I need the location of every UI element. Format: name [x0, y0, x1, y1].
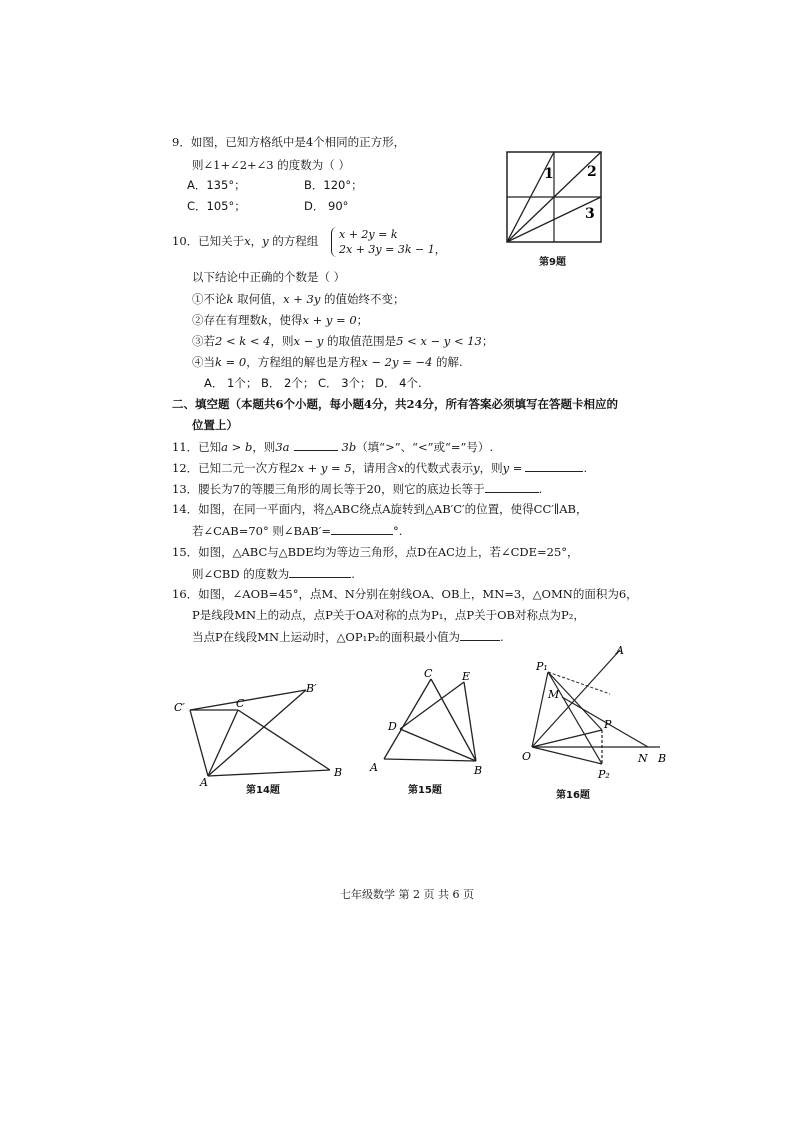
label-o: O	[522, 750, 532, 763]
q11-expr-2: 3a	[275, 440, 290, 454]
segment-cprime-bprime	[190, 690, 306, 710]
figure-q9-caption: 第9题	[539, 257, 566, 268]
label-p1: P₁	[536, 660, 548, 673]
q16-line1: 16．如图，∠AOB=45°，点M、N分别在射线OA、OB上，MN=3，△OMN的面积为6，	[172, 587, 638, 601]
figure-q16	[520, 642, 670, 787]
q12-d: ，则	[479, 461, 503, 475]
q10-c4-expr-1: k = 0	[215, 355, 247, 369]
q10-brace	[331, 227, 338, 257]
q9-option-b: B．120°；	[304, 178, 363, 192]
label-b: B	[474, 764, 483, 777]
q10-c3-c: 的取值范围是	[323, 334, 397, 348]
q10-c4-c: 的解.	[432, 355, 463, 369]
q10-c3-expr-2: x − y	[293, 334, 324, 348]
segment-a-cprime	[190, 710, 208, 776]
q10-c3-a: ③若	[192, 334, 215, 348]
q13-blank	[485, 481, 539, 493]
q10-c3-d: ；	[481, 334, 494, 348]
segment-o-p	[532, 730, 602, 747]
q10-equation-2	[339, 242, 446, 257]
q12-expr-2: x	[397, 461, 405, 475]
q10-c1-expr: x + 3y	[283, 292, 321, 306]
label-p2: P₂	[598, 768, 610, 781]
figure-q16-caption: 第16题	[556, 790, 590, 801]
q13-end: .	[538, 482, 543, 496]
q10-c2-k: k	[261, 313, 268, 327]
angle-label-2: 2	[587, 164, 597, 180]
segment-d-b	[400, 729, 476, 761]
q12-end: .	[583, 461, 588, 475]
angle-label-3: 3	[585, 206, 595, 222]
label-d: D	[388, 720, 397, 733]
segment-c-b	[238, 710, 330, 770]
segment-o-p1	[532, 672, 548, 747]
q10-conclusion-1	[192, 292, 405, 306]
q11-blank	[294, 439, 338, 451]
q15-line1: 15．如图，△ABC与△BDE均为等边三角形，点D在AC边上，若∠CDE=25°，	[172, 545, 579, 559]
section2-heading-cont: 位置上）	[192, 418, 238, 432]
page-footer: 七年级数学 第 2 页 共 6 页	[340, 888, 474, 901]
q10-c3-b: ，则	[270, 334, 294, 348]
q16-line3-b: .	[500, 630, 504, 644]
q10-c3-expr-3: 5 < x − y < 13	[396, 334, 482, 348]
q10-stem: 以下结论中正确的个数是（ ）	[192, 270, 346, 284]
q11-a: 11．已知	[172, 440, 222, 454]
q10-intro-text-2: 的方程组	[268, 234, 319, 248]
q10-c4-b: ，方程组的解也是方程	[246, 355, 362, 369]
figure-q15	[366, 664, 491, 779]
label-a: A	[200, 776, 208, 789]
figure-q14-caption: 第14题	[246, 785, 280, 796]
q16-line3	[192, 629, 504, 644]
q10-equation-1: x + 2y = k	[339, 228, 398, 241]
label-c: C	[236, 697, 245, 710]
segment-o-p2	[532, 747, 602, 764]
label-n: N	[638, 752, 648, 765]
q10-conclusion-4	[192, 355, 463, 369]
label-b: B	[334, 766, 343, 779]
q14-line2-b: °.	[392, 524, 403, 538]
q12	[172, 460, 587, 475]
q13	[172, 481, 542, 496]
label-a: A	[616, 644, 624, 657]
q10-comma: ，	[250, 234, 263, 248]
segment-a-b	[208, 770, 330, 776]
q12-a: 12．已知二元一次方程	[172, 461, 291, 475]
segment-p1-p2	[548, 672, 602, 764]
q10-var-y: y	[262, 234, 269, 248]
q10-intro	[172, 234, 318, 248]
label-b: B	[658, 752, 667, 765]
q16-line3-a: 当点P在线段MN上运动时，△OP₁P₂的面积最小值为	[192, 630, 461, 644]
q15-line2	[192, 566, 355, 581]
q9-line1: 9．如图，已知方格纸中是4个相同的正方形，	[172, 135, 406, 149]
q10-c1-c: 的值始终不变；	[320, 292, 405, 306]
angle-label-1: 1	[544, 166, 554, 182]
label-e: E	[462, 670, 471, 683]
q10-c3-expr-1: 2 < k < 4	[215, 334, 271, 348]
q10-conclusion-3	[192, 334, 493, 348]
q12-blank	[525, 460, 583, 472]
q10-conclusion-2	[192, 313, 368, 327]
q10-c2-a: ②存在有理数	[192, 313, 261, 327]
q10-var-x: x	[244, 234, 251, 248]
q10-c2-b: ，使得	[267, 313, 303, 327]
figure-q9	[505, 150, 605, 245]
q10-intro-text: 10．已知关于	[172, 234, 245, 248]
label-m: M	[548, 688, 560, 701]
segment-a-bprime	[208, 690, 306, 776]
segment-a-c	[208, 710, 238, 776]
q10-c1-a: ①不论	[192, 292, 227, 306]
q12-b: ，请用含	[351, 461, 398, 475]
q10-c2-expr: x + y = 0	[302, 313, 357, 327]
q10-equation-end: ，	[434, 243, 446, 256]
q15-line2-b: .	[351, 567, 355, 581]
label-b-prime: B′	[306, 682, 317, 695]
q12-c: 的代数式表示	[404, 461, 474, 475]
q11	[172, 439, 493, 454]
q12-expr-4: y =	[502, 461, 523, 475]
q11-expr-1: a > b	[221, 440, 253, 454]
q10-c4-expr-2: x − 2y = −4	[361, 355, 433, 369]
label-a: A	[370, 761, 378, 774]
q11-expr-3: 3b	[341, 440, 357, 454]
q10-c2-c: ；	[356, 313, 369, 327]
q13-a: 13．腰长为7的等腰三角形的周长等于20，则它的底边长等于	[172, 482, 485, 496]
q14-line2-a: 若∠CAB=70° 则∠BAB′=	[192, 524, 331, 538]
label-c: C	[424, 667, 433, 680]
q15-blank	[289, 566, 351, 578]
figure-q15-caption: 第15题	[408, 785, 442, 796]
q9-line2: 则∠1+∠2+∠3 的度数为（ ）	[192, 158, 350, 172]
q11-b: ，则	[252, 440, 276, 454]
q12-expr-3: y	[473, 461, 480, 475]
q10-options: A． 1个； B． 2个； C． 3个； D． 4个.	[204, 376, 422, 390]
q14-line1: 14．如图，在同一平面内，将△ABC绕点A旋转到△AB′C′的位置，使得CC′∥AB，	[172, 502, 588, 516]
q11-c: （填“>”、“<”或“=”号）.	[356, 440, 494, 454]
segment-a-c	[384, 679, 431, 759]
q10-c1-b: 取何值，	[233, 292, 284, 306]
q14-line2	[192, 523, 402, 538]
q12-expr-1: 2x + y = 5	[290, 461, 352, 475]
q9-option-c: C．105°；	[187, 199, 246, 213]
section2-heading: 二、填空题（本题共6个小题，每小题4分，共24分，所有答案必须填写在答题卡相应的	[172, 397, 619, 411]
q15-line2-a: 则∠CBD 的度数为	[192, 567, 290, 581]
q9-option-a: A．135°；	[187, 178, 246, 192]
q14-blank	[331, 523, 393, 535]
figure-q14	[170, 680, 350, 790]
label-p: P	[604, 718, 612, 731]
segment-a-b	[384, 759, 476, 761]
q16-line2: P是线段MN上的动点，点P关于OA对称的点为P₁，点P关于OB对称点为P₂，	[192, 608, 585, 622]
q10-equation-2-text: 2x + 3y = 3k − 1	[339, 243, 435, 256]
q10-c4-a: ④当	[192, 355, 215, 369]
q16-blank	[460, 629, 500, 641]
q10-c1-k: k	[226, 292, 234, 306]
q9-option-d: D． 90°	[304, 199, 349, 213]
label-c-prime: C′	[174, 701, 185, 714]
